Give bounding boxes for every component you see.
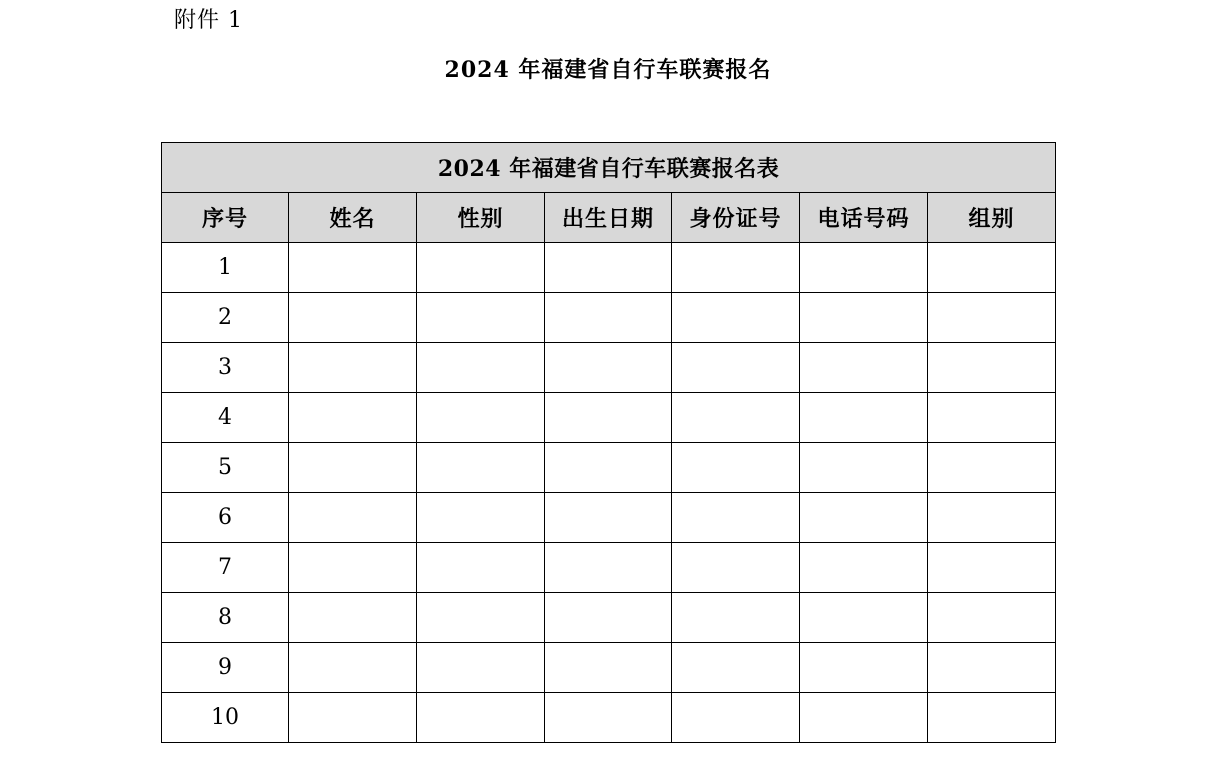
name-cell[interactable]: [289, 693, 417, 743]
phone-cell[interactable]: [800, 593, 928, 643]
birthdate-cell[interactable]: [545, 243, 672, 293]
name-cell[interactable]: [289, 493, 417, 543]
id-number-cell[interactable]: [672, 493, 800, 543]
id-number-cell[interactable]: [672, 293, 800, 343]
table-row: [162, 393, 1056, 443]
group-cell[interactable]: [928, 443, 1056, 493]
phone-cell[interactable]: [800, 293, 928, 343]
gender-cell[interactable]: [417, 393, 545, 443]
document-title: 2024 年福建省自行车联赛报名: [444, 57, 772, 83]
group-cell[interactable]: [928, 693, 1056, 743]
id-number-cell[interactable]: [672, 643, 800, 693]
group-cell[interactable]: [928, 543, 1056, 593]
gender-cell[interactable]: [417, 443, 545, 493]
phone-cell[interactable]: [800, 393, 928, 443]
birthdate-cell[interactable]: [545, 393, 672, 443]
id-number-cell[interactable]: [672, 443, 800, 493]
attachment-label: 附件 1: [174, 8, 243, 33]
registration-table: [161, 142, 1056, 743]
gender-cell[interactable]: [417, 243, 545, 293]
table-caption: 2024 年福建省自行车联赛报名表: [162, 143, 1056, 193]
group-cell[interactable]: [928, 243, 1056, 293]
id-number-cell[interactable]: [672, 393, 800, 443]
birthdate-cell[interactable]: [545, 293, 672, 343]
row-number-cell: 7: [162, 543, 289, 593]
phone-cell[interactable]: [800, 543, 928, 593]
table-row: [162, 243, 1056, 293]
row-number-cell: 5: [162, 443, 289, 493]
phone-cell[interactable]: [800, 443, 928, 493]
name-cell[interactable]: [289, 293, 417, 343]
column-header-name: 姓名: [289, 193, 417, 243]
id-number-cell[interactable]: [672, 593, 800, 643]
table-row: [162, 593, 1056, 643]
name-cell[interactable]: [289, 643, 417, 693]
gender-cell[interactable]: [417, 643, 545, 693]
gender-cell[interactable]: [417, 543, 545, 593]
row-number-cell: 6: [162, 493, 289, 543]
phone-cell[interactable]: [800, 243, 928, 293]
birthdate-cell[interactable]: [545, 593, 672, 643]
name-cell[interactable]: [289, 343, 417, 393]
name-cell[interactable]: [289, 443, 417, 493]
table-row: [162, 343, 1056, 393]
birthdate-cell[interactable]: [545, 343, 672, 393]
birthdate-cell[interactable]: [545, 443, 672, 493]
gender-cell[interactable]: [417, 343, 545, 393]
table-row: [162, 293, 1056, 343]
column-header-group: 组别: [928, 193, 1056, 243]
gender-cell[interactable]: [417, 293, 545, 343]
row-number-cell: 8: [162, 593, 289, 643]
name-cell[interactable]: [289, 593, 417, 643]
gender-cell[interactable]: [417, 593, 545, 643]
birthdate-cell[interactable]: [545, 643, 672, 693]
id-number-cell[interactable]: [672, 693, 800, 743]
table-body: [162, 243, 1056, 743]
gender-cell[interactable]: [417, 493, 545, 543]
column-header-phone: 电话号码: [800, 193, 928, 243]
column-header-birthdate: 出生日期: [545, 193, 672, 243]
name-cell[interactable]: [289, 243, 417, 293]
phone-cell[interactable]: [800, 343, 928, 393]
column-header-number: 序号: [162, 193, 289, 243]
column-header-gender: 性别: [417, 193, 545, 243]
row-number-cell: 3: [162, 343, 289, 393]
row-number-cell: 4: [162, 393, 289, 443]
group-cell[interactable]: [928, 393, 1056, 443]
row-number-cell: 2: [162, 293, 289, 343]
group-cell[interactable]: [928, 493, 1056, 543]
phone-cell[interactable]: [800, 693, 928, 743]
group-cell[interactable]: [928, 343, 1056, 393]
group-cell[interactable]: [928, 593, 1056, 643]
table-row: [162, 493, 1056, 543]
phone-cell[interactable]: [800, 643, 928, 693]
group-cell[interactable]: [928, 293, 1056, 343]
name-cell[interactable]: [289, 543, 417, 593]
row-number-cell: 9: [162, 643, 289, 693]
birthdate-cell[interactable]: [545, 693, 672, 743]
row-number-cell: 10: [162, 693, 289, 743]
table-row: [162, 443, 1056, 493]
phone-cell[interactable]: [800, 493, 928, 543]
header-row: [162, 193, 1056, 243]
birthdate-cell[interactable]: [545, 543, 672, 593]
table-row: [162, 643, 1056, 693]
id-number-cell[interactable]: [672, 243, 800, 293]
caption-row: [162, 143, 1056, 193]
table-row: [162, 693, 1056, 743]
group-cell[interactable]: [928, 643, 1056, 693]
column-header-id-number: 身份证号: [672, 193, 800, 243]
name-cell[interactable]: [289, 393, 417, 443]
birthdate-cell[interactable]: [545, 493, 672, 543]
table-row: [162, 543, 1056, 593]
gender-cell[interactable]: [417, 693, 545, 743]
row-number-cell: 1: [162, 243, 289, 293]
id-number-cell[interactable]: [672, 343, 800, 393]
id-number-cell[interactable]: [672, 543, 800, 593]
